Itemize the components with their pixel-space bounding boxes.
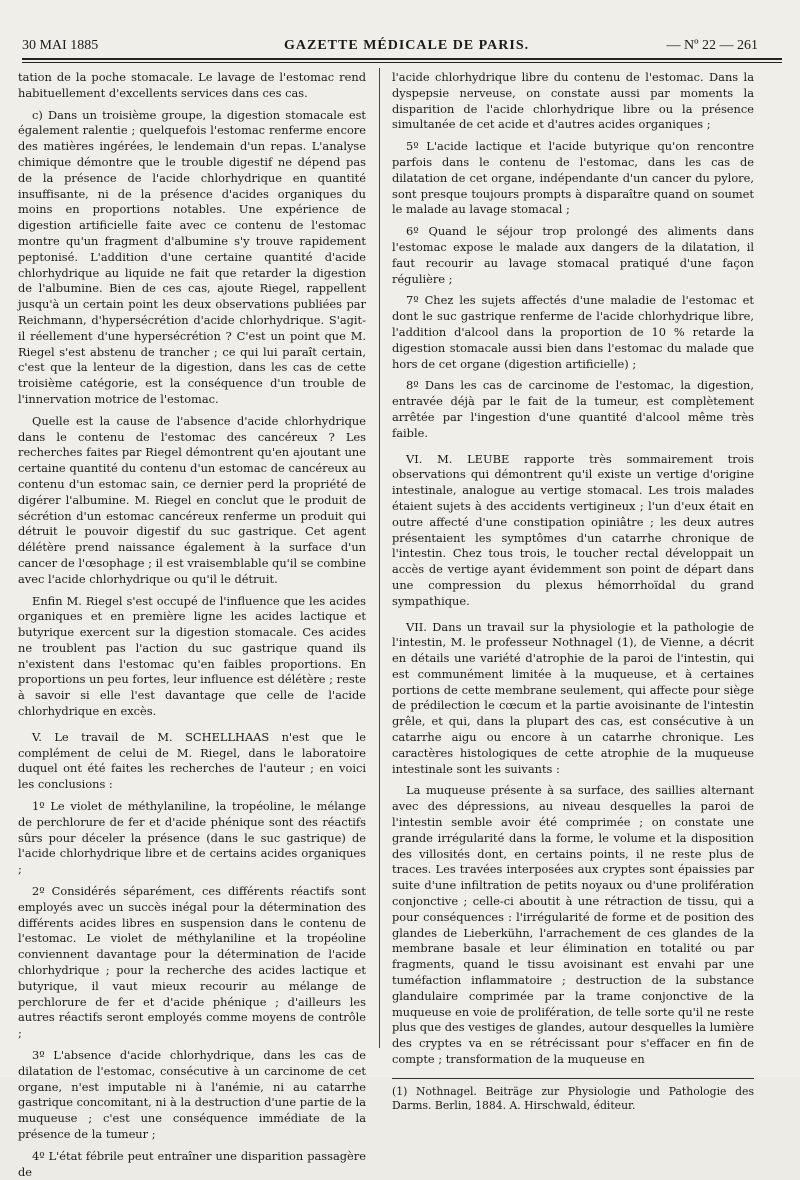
list-item: 5º L'acide lactique et l'acide butyrique qu'on rencontre parfois dans le contenu de l'estomac, dans les cas de dilatation de cet organe, indépendante d'un cancer du pylore, sont presque toujours prompts à disparaître quand on soumet le malade au lavage stomacal ; — [392, 139, 754, 217]
header-rule-thick — [22, 58, 782, 60]
paragraph: c) Dans un troisième groupe, la digestion stomacale est également ralentie ; quelquefois l'estomac renferme encore des matières ingérées, le lendemain d'un repas. L'analyse chimique démontre que le trouble digestif ne dépend pas de la présence de l'acide chlorhydrique en quantité insuffisante, ni de la présence d'acides organiques du moins en proportions notables. Une expérience de digestion artificielle faite avec ce contenu de l'estomac montre qu'un fragment d'albumine s'y trouve rapidement peptonisé. L'addition d'une certaine quantité d'acide chlorhydrique au liquide ne fait que retarder la digestion de l'albumine. Bien de ces cas, ajoute Riegel, rappellent jusqu'à un certain point les deux observations publiées par Reichmann, d'hypersécrétion d'acide chlorhydrique. S'agit-il réellement d'une hypersécrétion ? C'est un point que M. Riegel s'est abstenu de trancher ; ce qui lui paraît certain, c'est que la lenteur de la digestion, dans les cas de cette troisième catégorie, est la conséquence d'un trouble de l'innervation motrice de l'estomac. — [18, 107, 366, 406]
list-item: 8º Dans les cas de carcinome de l'estomac, la digestion, entravée déjà par le fait de la tumeur, est complètement arrêtée par l'ingestion d'une quantité d'alcool même très faible. — [392, 378, 754, 440]
list-item: 7º Chez les sujets affectés d'une maladie de l'estomac et dont le suc gastrique renferme de l'acide chlorhydrique libre, l'addition d'alcool dans la proportion de 10 % retarde la digestion stomacale aussi bien dans l'estomac du malade que hors de cet organe (digestion artificielle) ; — [392, 293, 754, 371]
header-date: 30 MAI 1885 — [22, 38, 99, 53]
paragraph: La muqueuse présente à sa surface, des saillies alternant avec des dépressions, au niveau desquelles la paroi de l'intestin semble avoir été comprimée ; on constate une grande irrégularité dans la forme, le volume et la disposition des villosités dont, en certains points, il ne reste plus de traces. Les travées interposées aux cryptes sont épaissies par suite d'une infiltration de petits noyaux ou d'une prolifération conjonctive ; celle-ci aboutit à une rétraction de tissu, qui a pour conséquences : l'irrégularité de forme et de position des glandes de Lieberkühn, l'arrachement de ces glandes de la membrane basale et leur élimination en totalité ou par fragments, quand le tissu avoisinant est envahi par une tuméfaction inflammatoire ; destruction de la substance glandulaire comprimée par la trame conjonctive de la muqueuse en voie de prolifération, de telle sorte qu'il ne reste plus que des vestiges de glandes, autour desquelles la lumière des cryptes va en se rétrécissant pour s'effacer en fin de compte ; transformation de la muqueuse en — [392, 783, 754, 1067]
footnote: (1) Nothnagel. Beiträge zur Physiologie und Pathologie des Darms. Berlin, 1884. A. Hirschwald, éditeur. — [392, 1084, 754, 1113]
list-item: 4º L'état fébrile peut entraîner une disparition passagère de — [18, 1148, 366, 1179]
paragraph: Quelle est la cause de l'absence d'acide chlorhydrique dans le contenu de l'estomac des cancéreux ? Les recherches faites par Riegel démontrent qu'en ajoutant une certaine quantité du contenu d'un estomac de cancéreux au contenu d'un estomac sain, ce dernier perd la propriété de digérer l'albumine. M. Riegel en conclut que le produit de sécrétion d'un estomac cancéreux renferme un produit qui détruit le pouvoir digestif du suc gastrique. Cet agent délétère prend naissance également à la surface d'un cancer de l'œsophage ; il est vraisemblable qu'il se combine avec l'acide chlorhydrique ou qu'il le détruit. — [18, 413, 366, 586]
footnote-rule — [392, 1078, 754, 1079]
paragraph: tation de la poche stomacale. Le lavage de l'estomac rend habituellement d'excellents services dans ces cas. — [18, 70, 366, 100]
section-heading-paragraph: VI. M. LEUBE rapporte très sommairement trois observations qui démontrent qu'il existe un vertige d'origine intestinale, analogue au vertige stomacal. Les trois malades étaient sujets à des accidents vertigineux ; l'un d'eux était en outre affecté d'une constipation opiniâtre ; les deux autres présentaient les symptômes d'un catarrhe chronique de l'intestin. Chez tous trois, le toucher rectal développait un accès de vertige ayant évidemment son point de départ dans une compression du plexus hémorrhoïdal du grand sympathique. — [392, 451, 754, 608]
header-rule-thin — [22, 62, 782, 63]
page-header — [22, 36, 780, 58]
list-item: 6º Quand le séjour trop prolongé des aliments dans l'estomac expose le malade aux dangers de la dilatation, il faut recourir au lavage stomacal pratiqué d'une façon régulière ; — [392, 224, 754, 286]
column-divider — [379, 68, 380, 1048]
list-item: 1º Le violet de méthylaniline, la tropéoline, le mélange de perchlorure de fer et d'acide phénique sont des réactifs sûrs pour déceler la présence (dans le suc gastrique) de l'acide chlorhydrique libre et de certains acides organiques ; — [18, 799, 366, 877]
header-issue-page: — Nº 22 — 261 — [666, 38, 758, 53]
list-item: l'acide chlorhydrique libre du contenu de l'estomac. Dans la dyspepsie nerveuse, on constate aussi par moments la disparition de l'acide chlorhydrique libre ou la présence simultanée de cet acide et d'autres acides organiques ; — [392, 70, 754, 132]
header-title: GAZETTE MÉDICALE DE PARIS. — [284, 38, 530, 53]
paragraph: Enfin M. Riegel s'est occupé de l'influence que les acides organiques et en première ligne les acides lactique et butyrique exercent sur la digestion stomacale. Ces acides ne troublent pas l'action du suc gastrique quand ils n'existent dans l'estomac qu'en faibles proportions. En proportions un peu fortes, leur influence est délétère ; reste à savoir si elle l'est davantage que celle de l'acide chlorhydrique en excès. — [18, 593, 366, 719]
right-column — [392, 70, 754, 1113]
section-heading-paragraph: VII. Dans un travail sur la physiologie et la pathologie de l'intestin, M. le professeur Nothnagel (1), de Vienne, a décrit en détails une variété d'atrophie de la paroi de l'intestin, qui est communément limitée à la muqueuse, et à certaines portions de cette membrane seulement, qui affecte pour siège de prédilection le cœcum et la partie avoisinante de l'intestin grêle, et qui, dans la plupart des cas, est consécutive à un catarrhe aigu ou encore à un catarrhe chronique. Les caractères histologiques de cette atrophie de la muqueuse intestinale sont les suivants : — [392, 619, 754, 776]
left-column — [18, 70, 366, 1179]
list-item: 2º Considérés séparément, ces différents réactifs sont employés avec un succès inégal pour la détermination des différents acides libres en suspension dans le contenu de l'estomac. Le violet de méthylaniline et la tropéoline conviennent davantage pour la détermination de l'acide chlorhydrique ; pour la recherche des acides lactique et butyrique, il vaut mieux recourir au mélange de perchlorure de fer et d'acide phénique ; d'ailleurs les autres réactifs seront employés comme moyens de contrôle ; — [18, 884, 366, 1041]
list-item: 3º L'absence d'acide chlorhydrique, dans les cas de dilatation de l'estomac, consécutive à un carcinome de cet organe, n'est imputable ni à l'anémie, ni au catarrhe gastrique concomitant, ni à la destruction d'une partie de la muqueuse ; c'est une conséquence immédiate de la présence de la tumeur ; — [18, 1048, 366, 1141]
section-heading-paragraph: V. Le travail de M. SCHELLHAAS n'est que le complément de celui de M. Riegel, dans le laboratoire duquel ont été faites les recherches de l'auteur ; en voici les conclusions : — [18, 729, 366, 792]
